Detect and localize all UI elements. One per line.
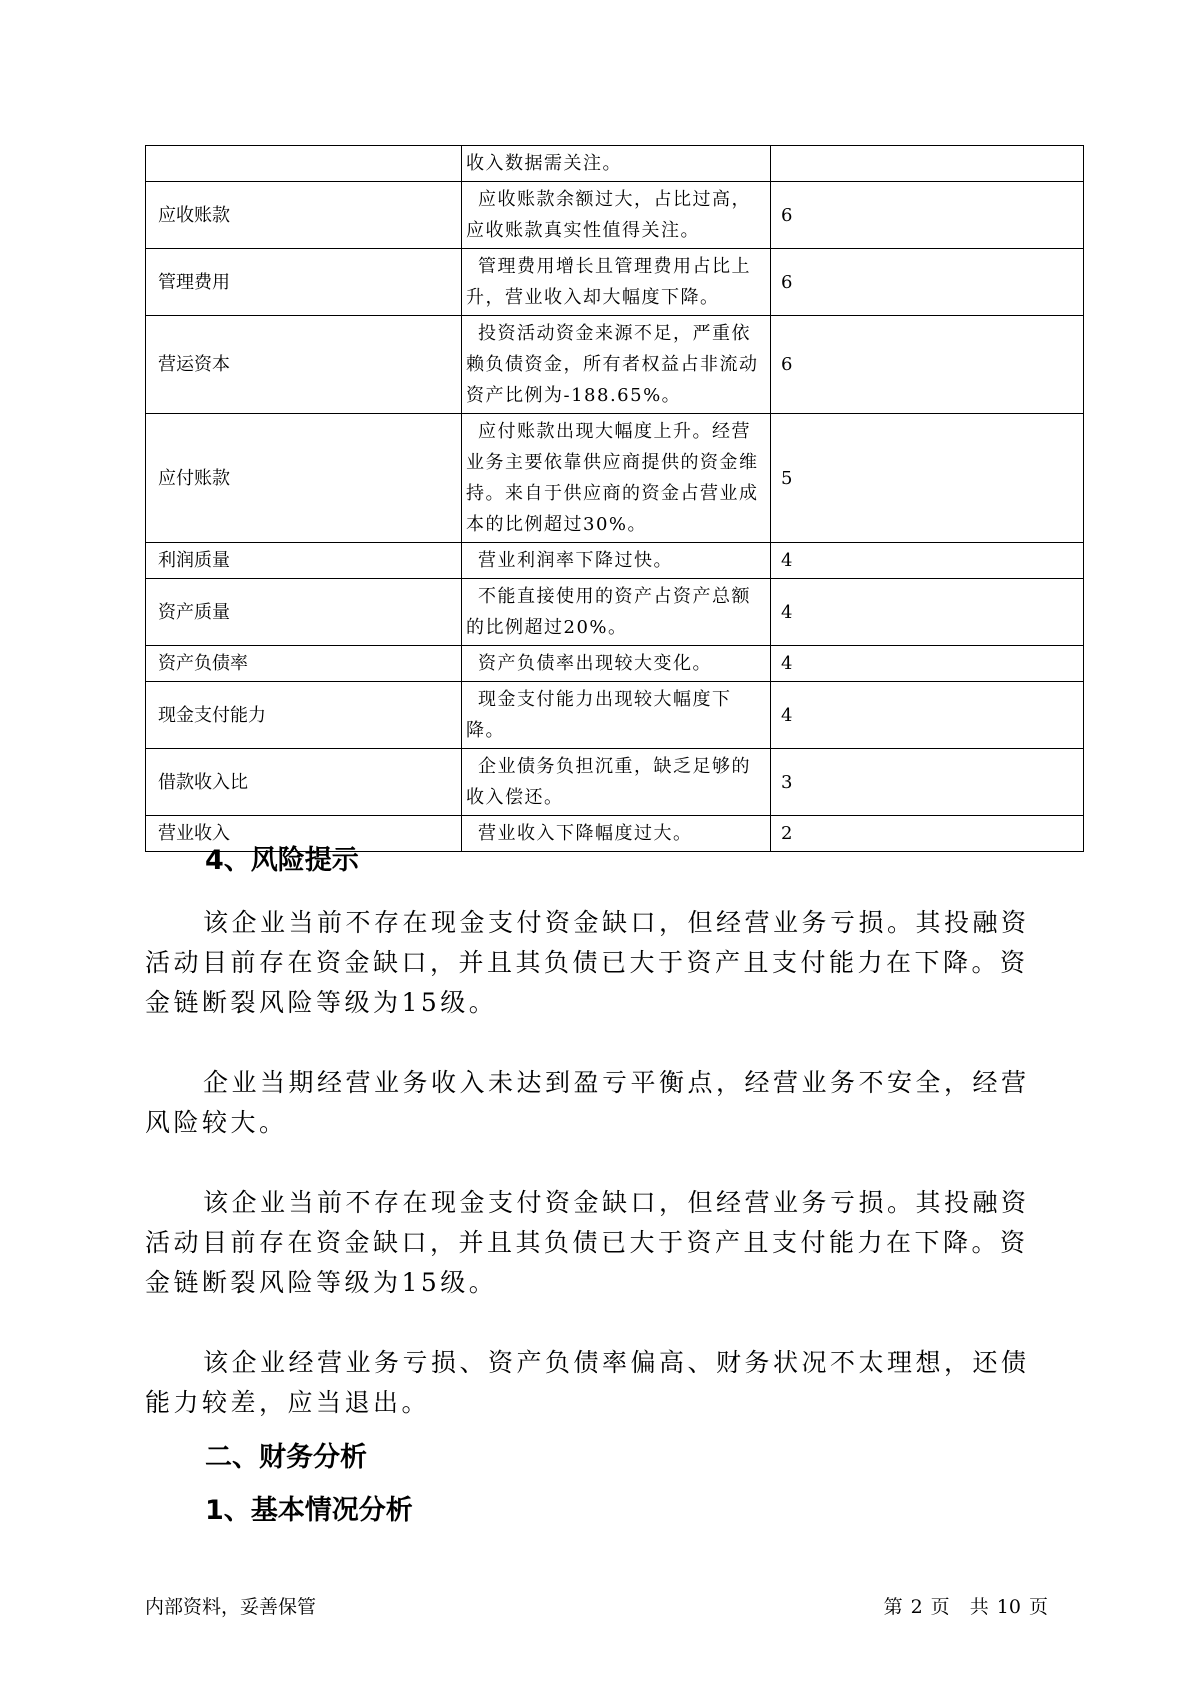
indicator-score: 4 [771,682,1084,749]
indicator-score: 6 [771,316,1084,414]
indicator-name: 资产质量 [146,579,462,646]
indicator-name: 应收账款 [146,182,462,249]
indicator-name: 营运资本 [146,316,462,414]
indicator-description: 企业债务负担沉重，缺乏足够的收入偿还。 [462,749,771,816]
indicator-name: 借款收入比 [146,749,462,816]
table-row [146,749,1084,816]
indicator-score [771,146,1084,182]
subsection-heading-basic: 1、基本情况分析 [205,1495,413,1526]
table-row [146,646,1084,682]
paragraph: 该企业当前不存在现金支付资金缺口，但经营业务亏损。其投融资活动目前存在资金缺口，并且其负债已大于资产且支付能力在下降。资金链断裂风险等级为15级。 [145,908,1030,1017]
paragraph: 该企业经营业务亏损、资产负债率偏高、财务状况不太理想，还债能力较差，应当退出。 [145,1348,1030,1417]
table-row [146,579,1084,646]
indicator-name: 营业收入 [146,816,462,852]
total-pages: 10 [996,1596,1021,1618]
indicator-name: 现金支付能力 [146,682,462,749]
indicator-description: 不能直接使用的资产占资产总额的比例超过20%。 [462,579,771,646]
total-label: 页 [1028,1596,1048,1618]
table-row [146,249,1084,316]
indicator-description: 收入数据需关注。 [462,146,771,182]
paragraph: 企业当期经营业务收入未达到盈亏平衡点，经营业务不安全，经营风险较大。 [145,1068,1030,1137]
indicator-score: 5 [771,414,1084,543]
table-row [146,414,1084,543]
total-label: 共 [969,1596,989,1618]
indicator-score: 4 [771,543,1084,579]
page-label: 第 [883,1596,903,1618]
indicator-score: 6 [771,249,1084,316]
indicator-description: 投资活动资金来源不足，严重依赖负债资金，所有者权益占非流动资产比例为-188.65%。 [462,316,771,414]
risk-indicator-table [145,145,1084,852]
table-row [146,182,1084,249]
table-row [146,146,1084,182]
indicator-description: 应付账款出现大幅度上升。经营业务主要依靠供应商提供的资金维持。来自于供应商的资金占营业成本的比例超过30%。 [462,414,771,543]
indicator-description: 营业利润率下降过快。 [462,543,771,579]
section-heading-risk: 4、风险提示 [205,845,359,876]
indicator-description: 资产负债率出现较大变化。 [462,646,771,682]
table-row [146,682,1084,749]
indicator-score: 4 [771,646,1084,682]
indicator-description: 营业收入下降幅度过大。 [462,816,771,852]
indicator-name: 应付账款 [146,414,462,543]
footer-page-number [880,1592,1052,1619]
indicator-score: 2 [771,816,1084,852]
table-row [146,543,1084,579]
indicator-description: 现金支付能力出现较大幅度下降。 [462,682,771,749]
indicator-name: 利润质量 [146,543,462,579]
current-page: 2 [910,1596,923,1618]
indicator-description: 管理费用增长且管理费用占比上升，营业收入却大幅度下降。 [462,249,771,316]
indicator-score: 3 [771,749,1084,816]
footer-confidential-note: 内部资料，妥善保管 [145,1596,317,1618]
indicator-name [146,146,462,182]
paragraph: 该企业当前不存在现金支付资金缺口，但经营业务亏损。其投融资活动目前存在资金缺口，并且其负债已大于资产且支付能力在下降。资金链断裂风险等级为15级。 [145,1188,1030,1297]
section-heading-finance: 二、财务分析 [205,1442,367,1473]
indicator-name: 资产负债率 [146,646,462,682]
indicator-name: 管理费用 [146,249,462,316]
indicator-score: 6 [771,182,1084,249]
indicator-description: 应收账款余额过大，占比过高，应收账款真实性值得关注。 [462,182,771,249]
page-label: 页 [930,1596,950,1618]
indicator-score: 4 [771,579,1084,646]
table-row [146,316,1084,414]
